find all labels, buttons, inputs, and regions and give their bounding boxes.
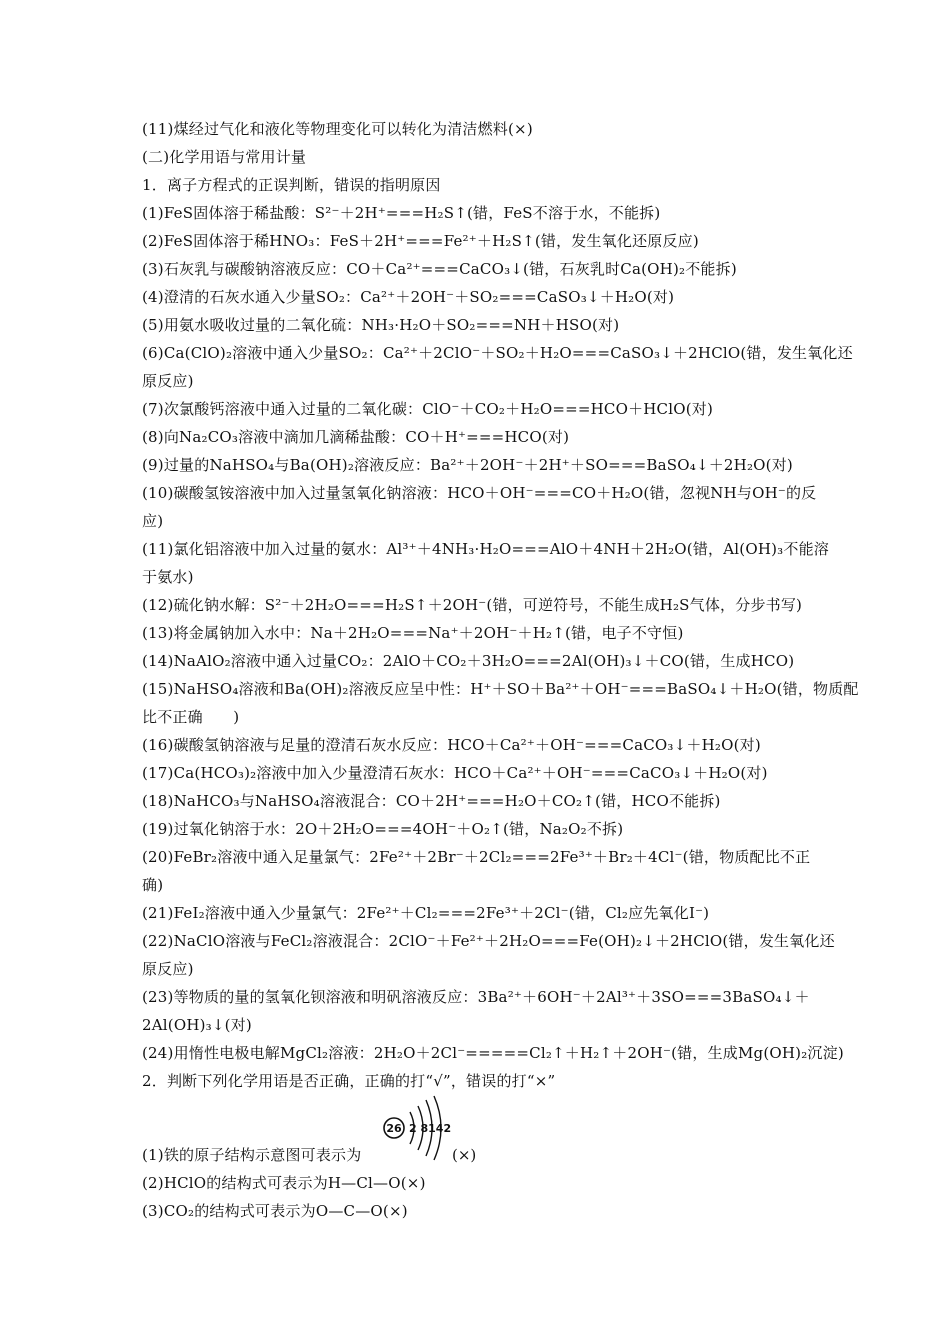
shell-electrons: 2 8142 <box>409 1122 452 1135</box>
text-line: (23)等物质的量的氢氧化钡溶液和明矾溶液反应：3Ba²⁺＋6OH⁻＋2Al³⁺＋3SO===3BaSO₄↓＋ <box>142 988 810 1006</box>
text-line: (17)Ca(HCO₃)₂溶液中加入少量澄清石灰水：HCO＋Ca²⁺＋OH⁻===CaCO₃↓＋H₂O(对) <box>142 764 768 782</box>
text-line: (20)FeBr₂溶液中通入足量氯气：2Fe²⁺＋2Br⁻＋2Cl₂===2Fe³⁺＋Br₂＋4Cl⁻(错，物质配比不正 <box>142 848 811 866</box>
item-3-text: (3)CO₂的结构式可表示为O—C—O(×) <box>142 1202 408 1220</box>
text-line: (12)硫化钠水解：S²⁻＋2H₂O===H₂S↑＋2OH⁻(错，可逆符号，不能生成H₂S气体，分步书写) <box>142 596 803 614</box>
atom-structure-diagram <box>382 1092 452 1164</box>
text-line: 原反应) <box>142 372 194 390</box>
text-line: (24)用惰性电极电解MgCl₂溶液：2H₂O＋2Cl⁻=====Cl₂↑＋H₂↑＋2OH⁻(错，生成Mg(OH)₂沉淀) <box>142 1044 844 1062</box>
text-line: 2Al(OH)₃↓(对) <box>142 1016 252 1034</box>
text-line: (8)向Na₂CO₃溶液中滴加几滴稀盐酸：CO＋H⁺===HCO(对) <box>142 428 570 446</box>
text-line: (5)用氨水吸收过量的二氧化硫：NH₃·H₂O＋SO₂===NH＋HSO(对) <box>142 316 620 334</box>
text-line: (14)NaAlO₂溶液中通入过量CO₂：2AlO＋CO₂＋3H₂O===2Al(OH)₃↓＋CO(错，生成HCO) <box>142 652 795 670</box>
section-heading: (二)化学用语与常用计量 <box>142 148 307 166</box>
text-line: 于氨水) <box>142 568 194 586</box>
text-line: (13)将金属钠加入水中：Na＋2H₂O===Na⁺＋2OH⁻＋H₂↑(错，电子不守恒) <box>142 624 684 642</box>
text-line: (2)FeS固体溶于稀HNO₃：FeS＋2H⁺===Fe²⁺＋H₂S↑(错，发生氧化还原反应) <box>142 232 699 250</box>
text-line: 确) <box>142 876 164 894</box>
text-line: (18)NaHCO₃与NaHSO₄溶液混合：CO＋2H⁺===H₂O＋CO₂↑(错，HCO不能拆) <box>142 792 721 810</box>
text-line: (7)次氯酸钙溶液中通入过量的二氧化碳：ClO⁻＋CO₂＋H₂O===HCO＋HClO(对) <box>142 400 714 418</box>
text-line: (16)碳酸氢钠溶液与足量的澄清石灰水反应：HCO＋Ca²⁺＋OH⁻===CaCO₃↓＋H₂O(对) <box>142 736 761 754</box>
question-heading: 2．判断下列化学用语是否正确，正确的打“√”，错误的打“×” <box>142 1072 556 1090</box>
question-heading: 1．离子方程式的正误判断，错误的指明原因 <box>142 176 441 194</box>
text-line: (11)氯化铝溶液中加入过量的氨水：Al³⁺＋4NH₃·H₂O===AlO＋4NH＋2H₂O(错，Al(OH)₃不能溶 <box>142 540 829 558</box>
text-line: (4)澄清的石灰水通入少量SO₂：Ca²⁺＋2OH⁻＋SO₂===CaSO₃↓＋H₂O(对) <box>142 288 675 306</box>
nucleus-charge: 26 <box>386 1122 402 1135</box>
text-line: 比不正确 ) <box>142 708 240 726</box>
atom-diagram-svg <box>382 1092 452 1164</box>
text-line: (9)过量的NaHSO₄与Ba(OH)₂溶液反应：Ba²⁺＋2OH⁻＋2H⁺＋SO===BaSO₄↓＋2H₂O(对) <box>142 456 793 474</box>
item-1-answer: (×) <box>452 1146 477 1164</box>
text-line: (10)碳酸氢铵溶液中加入过量氢氧化钠溶液：HCO＋OH⁻===CO＋H₂O(错，忽视NH与OH⁻的反 <box>142 484 817 502</box>
text-line: 原反应) <box>142 960 194 978</box>
text-line: (22)NaClO溶液与FeCl₂溶液混合：2ClO⁻＋Fe²⁺＋2H₂O===Fe(OH)₂↓＋2HClO(错，发生氧化还 <box>142 932 835 950</box>
text-line: (15)NaHSO₄溶液和Ba(OH)₂溶液反应呈中性：H⁺＋SO＋Ba²⁺＋OH⁻===BaSO₄↓＋H₂O(错，物质配 <box>142 680 859 698</box>
item-2-text: (2)HClO的结构式可表示为H—Cl—O(×) <box>142 1174 426 1192</box>
text-line: (1)FeS固体溶于稀盐酸：S²⁻＋2H⁺===H₂S↑(错，FeS不溶于水，不能拆) <box>142 204 661 222</box>
item-1-text: (1)铁的原子结构示意图可表示为 <box>142 1146 362 1164</box>
text-line: (11)煤经过气化和液化等物理变化可以转化为清洁燃料(×) <box>142 120 533 138</box>
text-line: (6)Ca(ClO)₂溶液中通入少量SO₂：Ca²⁺＋2ClO⁻＋SO₂＋H₂O===CaSO₃↓＋2HClO(错，发生氧化还 <box>142 344 853 362</box>
text-line: (21)FeI₂溶液中通入少量氯气：2Fe²⁺＋Cl₂===2Fe³⁺＋2Cl⁻(错，Cl₂应先氧化I⁻) <box>142 904 710 922</box>
text-line: 应) <box>142 512 164 530</box>
text-line: (19)过氧化钠溶于水：2O＋2H₂O===4OH⁻＋O₂↑(错，Na₂O₂不拆) <box>142 820 624 838</box>
text-line: (3)石灰乳与碳酸钠溶液反应：CO＋Ca²⁺===CaCO₃↓(错，石灰乳时Ca(OH)₂不能拆) <box>142 260 737 278</box>
